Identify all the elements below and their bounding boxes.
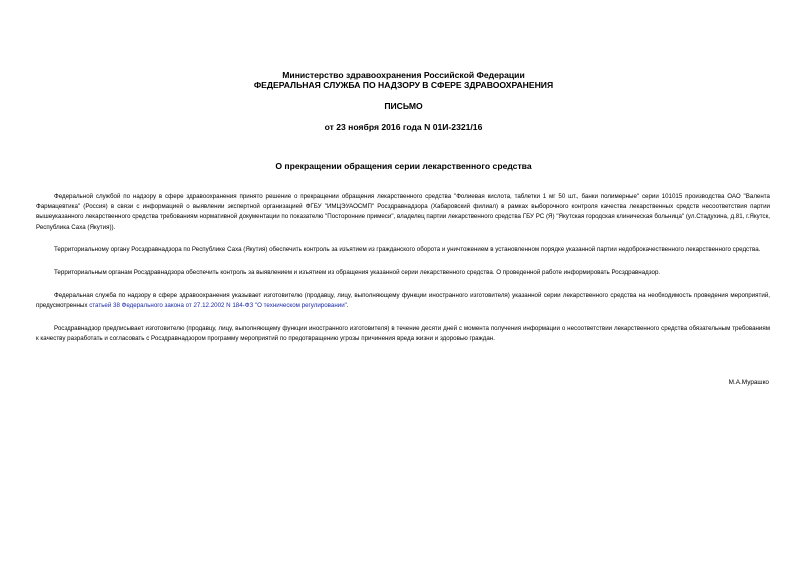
paragraph-territorial-bodies: Территориальным органам Росздравнадзора обеспечить контроль за выявлением и изъятием из обращения указанной серии лекарственного средства. О проведенной работе информировать Росздравнадзор. (54, 269, 661, 277)
paragraph-text-end: . (346, 301, 349, 309)
paragraph-territorial-yakutia: Территориальному органу Росздравнадзора по Республике Саха (Якутия) обеспечить контроль за изъятием из гражданского оборота и уничтожением в установленном порядке указанной партии недоброкачественного лекарственного средства. (54, 246, 761, 254)
document-subject: О прекращении обращения серии лекарственного средства (275, 161, 532, 171)
ministry-name: Министерство здравоохранения Российской Федерации (282, 70, 525, 80)
law-article-link[interactable]: статьей 38 Федерального закона от 27.12.2002 N 184-ФЗ "О техническом регулировании" (89, 301, 347, 309)
document-type: ПИСЬМО (384, 101, 423, 111)
service-name: ФЕДЕРАЛЬНАЯ СЛУЖБА ПО НАДЗОРУ В СФЕРЕ ЗДРАВООХРАНЕНИЯ (253, 80, 554, 90)
paragraph-manufacturer-measures (36, 291, 770, 311)
letter-body (36, 192, 770, 357)
paragraph-decision: Федеральной службой по надзору в сфере здравоохранения принято решение о прекращении обращения лекарственного средства "Фолиевая кислота, таблетки 1 мг 50 шт., банки полимерные" серии 101015 производства ОАО "Валента Фармацевтика" (Россия) в связи с информацией о выявлении экспертной организацией ФГБУ "ИМЦЭУАОСМП" Росздравнадзора (Хабаровский филиал) в рамках выборочного контроля качества лекарственных средств несоответствия партии вышеуказанного лекарственного средства требованиям нормативной документации по показателю "Посторонние примеси", владелец партии лекарственного средства ГБУ РС (Я) "Якутская городская клиническая больница" (ул.Стадухина, д.81, г.Якутск, Республика Саха (Якутия)). (36, 193, 770, 231)
paragraph-text: Федеральная служба по надзору в сфере здравоохранения указывает изготовителю (продавцу, лицу, выполняющему функции иностранного изготовителя) указанной серии лекарственного средства на необходимость проведения мероприятий, предусмотренных (36, 291, 770, 309)
paragraph-prescription: Росздравнадзор предписывает изготовителю (продавцу, лицу, выполняющему функции иностранного изготовителя) в течение десяти дней с момента получения информации о несоответствии лекарственного средства обязательным требованиям к качеству разработать и согласовать с Росздравнадзором программу мероприятий по предотвращению угрозы причинения вреда жизни и здоровью граждан. (36, 324, 770, 342)
signature: М.А.Мурашко (728, 379, 769, 386)
document-date-number: от 23 ноября 2016 года N 01И-2321/16 (324, 122, 483, 132)
